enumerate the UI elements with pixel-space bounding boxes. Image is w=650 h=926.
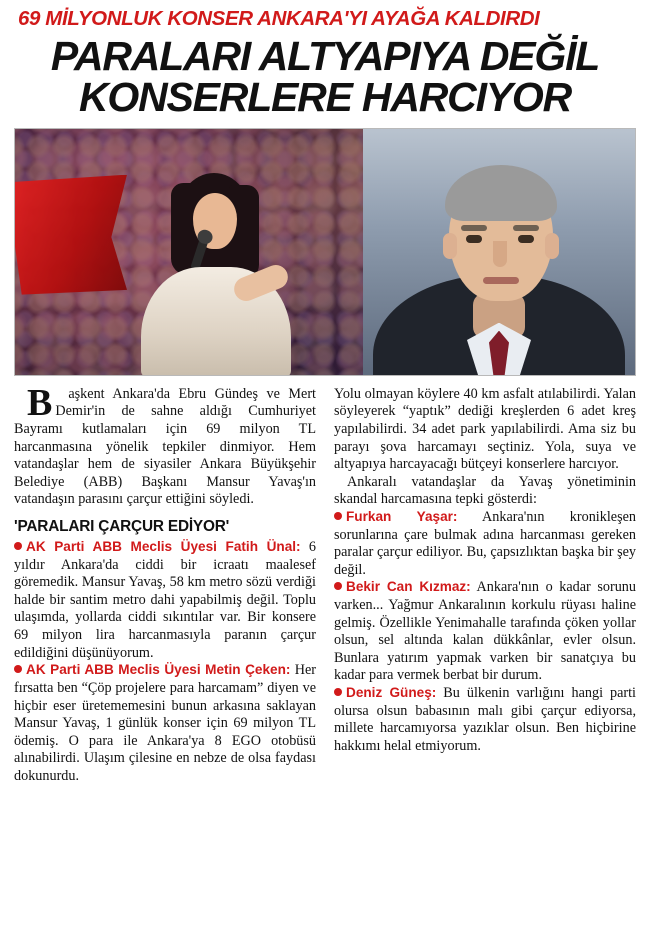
portrait-mouth (483, 277, 519, 284)
bullet-icon (14, 665, 22, 673)
bullet-icon (334, 582, 342, 590)
lead-paragraph (14, 381, 316, 509)
bullet-icon (14, 542, 22, 550)
quote-text: Her fırsatta ben “Çöp projelere para harcamam” diyen ve hiçbir eser üretememesini bunun arkasına saklayan Mansur Yavaş, 1 günlük konser için 69 milyon TL ödemiş. O para ile Ankara'ya 8 EGO otobüsü alınabilirdi. Ulaşım çilesine en nebze de olsa faydası dokunurdu. (14, 662, 316, 784)
quote-text: Bu ülkenin varlığını hangi parti olursa olsun babasının malı gibi çarçur ediyorsa, millete harcamıyorsa yazıklar olsun. Ben hiçbirine hakkımı helal etmiyorum. (334, 685, 637, 754)
quote-block-2 (14, 662, 316, 785)
headline-line-1: PARALARI ALTYAPIYA DEĞİL (50, 32, 600, 79)
quote-block-3 (334, 509, 636, 579)
quote-speaker: Deniz Güneş: (346, 685, 437, 701)
mayor-portrait (363, 129, 635, 375)
section-subhead: 'PARALARI ÇARÇUR EDİYOR' (14, 517, 230, 535)
quote-block-1 (14, 539, 316, 662)
portrait-ear-right (545, 233, 559, 259)
kicker-text: 69 MİLYONLUK KONSER ANKARA'YI AYAĞA KALDIRDI (18, 7, 540, 30)
page-title (14, 32, 636, 121)
quote-block-5 (334, 685, 636, 755)
article-body (14, 381, 637, 786)
headline-line-2: KONSERLERE HARCIYOR (78, 74, 572, 121)
column-left (14, 381, 317, 786)
quote-speaker: AK Parti ABB Meclis Üyesi Metin Çeken: (26, 662, 291, 678)
article-photo (14, 128, 636, 376)
quote-speaker: AK Parti ABB Meclis Üyesi Fatih Ünal: (26, 539, 301, 555)
red-flag (15, 175, 127, 295)
portrait-nose (493, 241, 507, 267)
kicker-band (14, 6, 636, 34)
newspaper-page (0, 6, 650, 926)
bullet-icon (334, 512, 342, 520)
column-right (334, 386, 636, 786)
bullet-icon (334, 688, 342, 696)
quote-block-4 (334, 579, 636, 685)
quote-text: 6 yıldır Ankara'da ciddi bir icraatı maalesef göremedik. Mansur Yavaş, 58 km metro sözü verdiği halde bir santim metro dahi yapabilmiş değil. Toplu ulaşımda, yollarda ciddi sıkıntılar var. Bir konsere 69 milyon lira harcanmasıyla paranın çarçur edildiğini düşünüyorum. (14, 539, 317, 661)
portrait-ear-left (443, 233, 457, 259)
portrait-brow-left (461, 225, 487, 231)
lead-text: aşkent Ankara'da Ebru Gündeş ve Mert Demir'in de sahne aldığı Cumhuriyet Bayramı kutlamaları için 69 milyon TL harcanmasına yönelik tepkiler dinmiyor. Hem vatandaşlar hem de siyasiler Ankara Büyükşehir Belediye (ABB) Başkanı Mansur Yavaş'ın vatandaşın parasını çarçur ettiğini söyledi. (14, 385, 316, 508)
quote-text: Ankara'nın kronikleşen sorunlarına çare bulmak adına harcanması gereken paralar çarçur ediliyor. Bu, çapsızlıktan başka bir şey değil. (334, 508, 636, 578)
portrait-eye-right (518, 235, 534, 243)
quote-speaker: Furkan Yaşar: (346, 508, 458, 524)
bridge-paragraph: Ankaralı vatandaşlar da Yavaş yönetiminin skandal harcamasına tepki gösterdi: (334, 473, 636, 508)
quote-speaker: Bekir Can Kızmaz: (346, 579, 471, 595)
drop-cap: B (27, 381, 53, 424)
singer-figure (133, 163, 301, 375)
portrait-eye-left (466, 235, 482, 243)
quote-text: Ankara'nın o kadar sorunu varken... Yağmur Ankaralının korkulu rüyası haline gelmiş. Özellikle Yenimahalle tarafında çöken yollar olsun, sel altında kalan dükkânlar, evler olsun. Bunlara yatırım yapmak varken bir sanatçıya bu kadar para vermek berbat bir durum. (334, 579, 636, 684)
continuation-paragraph: Yolu olmayan köylere 40 km asfalt atılabilirdi. Yalan söyleyerek “yaptık” dediği kreşlerden 6 adet kreş yapılabilirdi. 34 adet park yapılabilirdi. Ama siz bu parayı şova harcamayı seçtiniz. Yola, suya ve altyapıya harcayacağı bütçeyi konserlere harcıyor. (334, 385, 636, 473)
portrait-brow-right (513, 225, 539, 231)
